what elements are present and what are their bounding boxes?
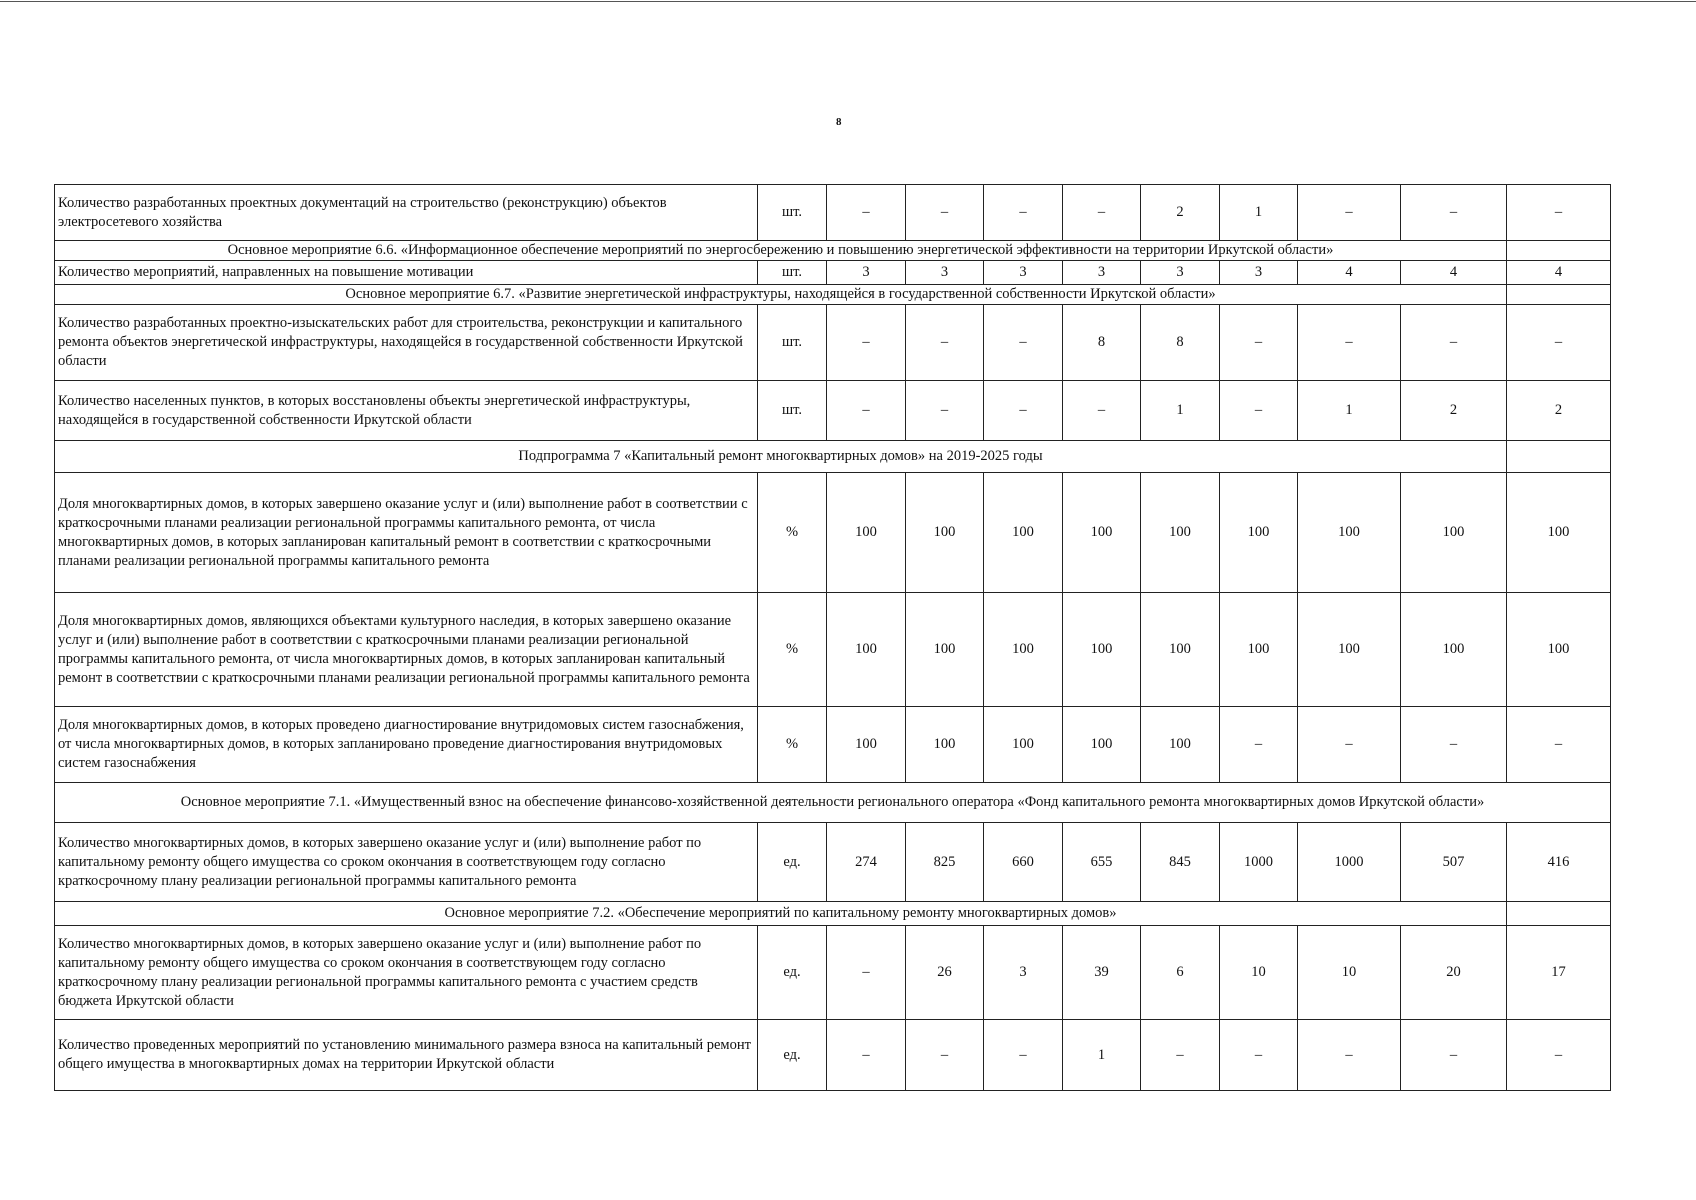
value-cell: 100 [984, 707, 1063, 783]
value-cell: – [1063, 381, 1141, 441]
indicator-row [55, 381, 1611, 441]
value-cell: – [1401, 1020, 1507, 1091]
value-cell: 100 [1298, 593, 1401, 707]
unit-cell: % [758, 707, 827, 783]
value-cell: 100 [1063, 593, 1141, 707]
value-cell: 100 [827, 473, 906, 593]
value-cell: – [906, 185, 984, 241]
value-cell: 4 [1401, 261, 1507, 285]
value-cell: 39 [1063, 926, 1141, 1020]
indicator-name: Количество многоквартирных домов, в которых завершено оказание услуг и (или) выполнение работ по капитальному ремонту общего имущества со сроком окончания в соответствующем году согласно краткосрочному плану реализации региональной программы капитального ремонта [55, 823, 758, 902]
value-cell: – [906, 305, 984, 381]
value-cell: – [984, 305, 1063, 381]
indicator-name: Доля многоквартирных домов, в которых завершено оказание услуг и (или) выполнение работ в соответствии с краткосрочными планами реализации региональной программы капитального ремонта, от числа многоквартирных домов, в которых запланирован капитальный ремонт в соответствии с краткосрочными планами реализации региональной программы капитального ремонта [55, 473, 758, 593]
empty-cell [1507, 285, 1611, 305]
indicator-name: Доля многоквартирных домов, являющихся объектами культурного наследия, в которых завершено оказание услуг и (или) выполнение работ в соответствии с краткосрочными планами реализации региональной программы капитального ремонта, от числа многоквартирных домов, в которых запланирован капитальный ремонт в соответствии с краткосрочными планами реализации региональной программы капитального ремонта [55, 593, 758, 707]
value-cell: – [1298, 305, 1401, 381]
unit-cell: ед. [758, 823, 827, 902]
value-cell: 10 [1220, 926, 1298, 1020]
value-cell: 100 [1401, 593, 1507, 707]
value-cell: 100 [1401, 473, 1507, 593]
indicator-name: Количество разработанных проектно-изыскательских работ для строительства, реконструкции и капитального ремонта объектов энергетической инфраструктуры, находящейся в государственной собственности Иркутской области [55, 305, 758, 381]
indicator-row [55, 185, 1611, 241]
indicator-row [55, 1020, 1611, 1091]
value-cell: – [984, 381, 1063, 441]
value-cell: – [1401, 305, 1507, 381]
value-cell: 3 [1063, 261, 1141, 285]
value-cell: 100 [1063, 707, 1141, 783]
value-cell: – [827, 926, 906, 1020]
empty-cell [1507, 241, 1611, 261]
indicator-row [55, 473, 1611, 593]
value-cell: 416 [1507, 823, 1611, 902]
value-cell: 1 [1298, 381, 1401, 441]
value-cell: 3 [1220, 261, 1298, 285]
unit-cell: ед. [758, 1020, 827, 1091]
value-cell: 100 [1298, 473, 1401, 593]
value-cell: 1000 [1220, 823, 1298, 902]
value-cell: 100 [906, 473, 984, 593]
value-cell: 4 [1298, 261, 1401, 285]
value-cell: – [906, 381, 984, 441]
value-cell: 100 [906, 593, 984, 707]
value-cell: 4 [1507, 261, 1611, 285]
section-heading: Основное мероприятие 7.1. «Имущественный взнос на обеспечение финансово-хозяйственной деятельности регионального оператора «Фонд капитального ремонта многоквартирных домов Иркутской области» [55, 783, 1611, 823]
value-cell: – [827, 381, 906, 441]
indicator-name: Количество проведенных мероприятий по установлению минимального размера взноса на капитальный ремонт общего имущества в многоквартирных домах на территории Иркутской области [55, 1020, 758, 1091]
value-cell: – [1298, 707, 1401, 783]
value-cell: 1 [1220, 185, 1298, 241]
value-cell: – [906, 1020, 984, 1091]
value-cell: – [984, 185, 1063, 241]
value-cell: – [1507, 185, 1611, 241]
indicator-row [55, 823, 1611, 902]
value-cell: 3 [984, 926, 1063, 1020]
unit-cell: % [758, 473, 827, 593]
value-cell: 274 [827, 823, 906, 902]
value-cell: 507 [1401, 823, 1507, 902]
indicator-name: Количество разработанных проектных документаций на строительство (реконструкцию) объектов электросетевого хозяйства [55, 185, 758, 241]
value-cell: 100 [1063, 473, 1141, 593]
value-cell: – [827, 185, 906, 241]
value-cell: – [1507, 305, 1611, 381]
value-cell: 100 [1507, 593, 1611, 707]
value-cell: 17 [1507, 926, 1611, 1020]
indicator-name: Доля многоквартирных домов, в которых проведено диагностирование внутридомовых систем газоснабжения, от числа многоквартирных домов, в которых запланировано проведение диагностирования внутридомовых систем газоснабжения [55, 707, 758, 783]
value-cell: 2 [1141, 185, 1220, 241]
value-cell: 100 [827, 593, 906, 707]
value-cell: 1 [1063, 1020, 1141, 1091]
value-cell: – [1063, 185, 1141, 241]
section-heading-row [55, 241, 1611, 261]
top-border-line [0, 1, 1696, 2]
indicator-row [55, 305, 1611, 381]
section-heading: Основное мероприятие 6.6. «Информационное обеспечение мероприятий по энергосбережению и повышению энергетической эффективности на территории Иркутской области» [55, 241, 1507, 261]
value-cell: 100 [984, 473, 1063, 593]
section-heading-row [55, 783, 1611, 823]
value-cell: 845 [1141, 823, 1220, 902]
value-cell: 100 [827, 707, 906, 783]
value-cell: – [984, 1020, 1063, 1091]
value-cell: 100 [1220, 593, 1298, 707]
value-cell: 100 [1141, 473, 1220, 593]
value-cell: 100 [1141, 593, 1220, 707]
indicators-table [54, 184, 1611, 1091]
value-cell: – [1401, 185, 1507, 241]
indicator-name: Количество населенных пунктов, в которых восстановлены объекты энергетической инфраструктуры, находящейся в государственной собственности Иркутской области [55, 381, 758, 441]
unit-cell: шт. [758, 381, 827, 441]
value-cell: 2 [1507, 381, 1611, 441]
indicator-name: Количество многоквартирных домов, в которых завершено оказание услуг и (или) выполнение работ по капитальному ремонту общего имущества со сроком окончания в соответствующем году согласно краткосрочному плану реализации региональной программы капитального ремонта с участием средств бюджета Иркутской области [55, 926, 758, 1020]
value-cell: 825 [906, 823, 984, 902]
value-cell: 655 [1063, 823, 1141, 902]
section-heading-row [55, 441, 1611, 473]
value-cell: 3 [1141, 261, 1220, 285]
unit-cell: шт. [758, 261, 827, 285]
value-cell: 660 [984, 823, 1063, 902]
section-heading-row [55, 902, 1611, 926]
value-cell: – [1220, 305, 1298, 381]
value-cell: 100 [1220, 473, 1298, 593]
value-cell: – [1220, 1020, 1298, 1091]
value-cell: – [1220, 381, 1298, 441]
value-cell: 100 [1507, 473, 1611, 593]
value-cell: – [1298, 1020, 1401, 1091]
value-cell: 8 [1063, 305, 1141, 381]
section-heading: Основное мероприятие 7.2. «Обеспечение мероприятий по капитальному ремонту многоквартирных домов» [55, 902, 1507, 926]
value-cell: – [827, 305, 906, 381]
value-cell: 10 [1298, 926, 1401, 1020]
value-cell: – [1298, 185, 1401, 241]
value-cell: 20 [1401, 926, 1507, 1020]
section-heading: Подпрограмма 7 «Капитальный ремонт многоквартирных домов» на 2019-2025 годы [55, 441, 1507, 473]
value-cell: 1000 [1298, 823, 1401, 902]
page-number: 8 [836, 116, 842, 128]
value-cell: – [1401, 707, 1507, 783]
section-heading: Основное мероприятие 6.7. «Развитие энергетической инфраструктуры, находящейся в государственной собственности Иркутской области» [55, 285, 1507, 305]
value-cell: 3 [984, 261, 1063, 285]
unit-cell: шт. [758, 185, 827, 241]
unit-cell: % [758, 593, 827, 707]
empty-cell [1507, 441, 1611, 473]
value-cell: 3 [906, 261, 984, 285]
unit-cell: шт. [758, 305, 827, 381]
value-cell: 100 [906, 707, 984, 783]
indicator-row [55, 261, 1611, 285]
section-heading-row [55, 285, 1611, 305]
value-cell: – [1507, 707, 1611, 783]
value-cell: 2 [1401, 381, 1507, 441]
unit-cell: ед. [758, 926, 827, 1020]
indicator-row [55, 707, 1611, 783]
indicator-row [55, 926, 1611, 1020]
value-cell: 1 [1141, 381, 1220, 441]
value-cell: 6 [1141, 926, 1220, 1020]
value-cell: – [1507, 1020, 1611, 1091]
value-cell: 3 [827, 261, 906, 285]
value-cell: 100 [1141, 707, 1220, 783]
value-cell: – [827, 1020, 906, 1091]
value-cell: 8 [1141, 305, 1220, 381]
empty-cell [1507, 902, 1611, 926]
value-cell: 26 [906, 926, 984, 1020]
value-cell: – [1141, 1020, 1220, 1091]
value-cell: 100 [984, 593, 1063, 707]
indicator-name: Количество мероприятий, направленных на повышение мотивации [55, 261, 758, 285]
indicator-row [55, 593, 1611, 707]
value-cell: – [1220, 707, 1298, 783]
